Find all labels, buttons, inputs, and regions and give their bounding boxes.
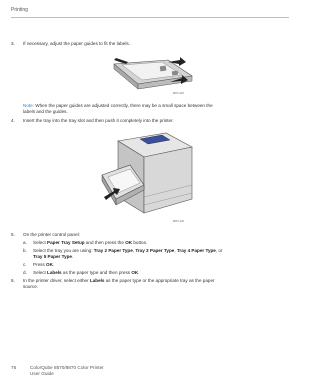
substep-a-bold-1: Paper Tray Setup (47, 240, 85, 245)
substep-a-text-1: Select (33, 240, 48, 245)
substep-b-text-4: , or (215, 248, 223, 253)
figure-1-code: 8570-118 (173, 92, 184, 95)
step-3-text: If necessary, adjust the paper guides to fit the labels. (23, 41, 130, 46)
substep-c-letter: c. (23, 262, 27, 267)
substep-a-letter: a. (23, 240, 27, 245)
substep-a (33, 240, 147, 246)
substep-d-bold-1: Labels (47, 270, 62, 275)
step-4-number: 4. (11, 118, 15, 123)
substep-a-text-3: button. (132, 240, 148, 245)
step-4-text: Insert the tray into the tray slot and then push it completely into the printer. (23, 118, 174, 123)
substep-a-text-2: and then press the (84, 240, 126, 245)
printer-figure (100, 127, 200, 220)
step-6-bold: Labels (89, 278, 105, 283)
paper-guides-figure (112, 56, 194, 92)
substep-d-letter: d. (23, 270, 27, 275)
substep-b-text-1: Select the tray you are using: (33, 248, 94, 253)
step-5-number: 5. (11, 232, 15, 237)
printer-illustration (100, 127, 200, 220)
substep-b-line-2 (33, 254, 73, 260)
substep-c-text-1: Press (33, 262, 47, 267)
header-rule (11, 17, 289, 18)
page-number: 76 (11, 365, 17, 370)
step-5-text: On the printer control panel: (23, 232, 80, 237)
substep-b-bold-4: Tray 5 Paper Type (33, 254, 72, 259)
substep-d-text-2: as the paper type and then press (61, 270, 132, 275)
step-6-text-1: In the printer driver, select either (23, 278, 90, 283)
note-line-2: labels and the guides. (23, 109, 68, 114)
substep-c-bold-1: OK (46, 262, 53, 267)
step-6-number: 6. (11, 278, 15, 283)
substep-b-bold-3: Tray 4 Paper Type (176, 248, 216, 253)
substep-b-text-3: , (174, 248, 177, 253)
substep-b-letter: b. (23, 248, 27, 253)
substep-b-text-2: , (132, 248, 136, 253)
substep-c-text-2: . (52, 262, 55, 267)
step-6-text-2: as the paper type or the appropriate tray as the paper (104, 278, 215, 283)
footer-title: ColorQube 8570/8870 Color Printer (30, 365, 104, 370)
substep-b-bold-1: Tray 2 Paper Type (93, 248, 133, 253)
substep-b-text-5: . (71, 254, 74, 259)
substep-d-text-1: Select (33, 270, 48, 275)
substep-d-text-3: . (138, 270, 140, 275)
note-label: Note: (23, 103, 34, 108)
substep-d-bold-2: OK (131, 270, 139, 275)
substep-a-bold-2: OK (125, 240, 133, 245)
paper-tray-illustration (112, 56, 194, 92)
footer-subtitle: User Guide (30, 370, 54, 376)
step-3-number: 3. (11, 41, 15, 46)
footer-title-block (30, 365, 104, 377)
running-header: Printing (11, 7, 28, 13)
step-6-line-2: source. (23, 284, 39, 289)
figure-2-code: 8570-120 (173, 220, 184, 223)
substep-d (33, 270, 140, 276)
step-6-line-1 (23, 278, 215, 284)
note-text-1: When the paper guides are adjusted correctly, there may be a small space between the (33, 103, 213, 108)
substep-c (33, 262, 54, 268)
substep-b-bold-2: Tray 3 Paper Type (135, 248, 175, 253)
